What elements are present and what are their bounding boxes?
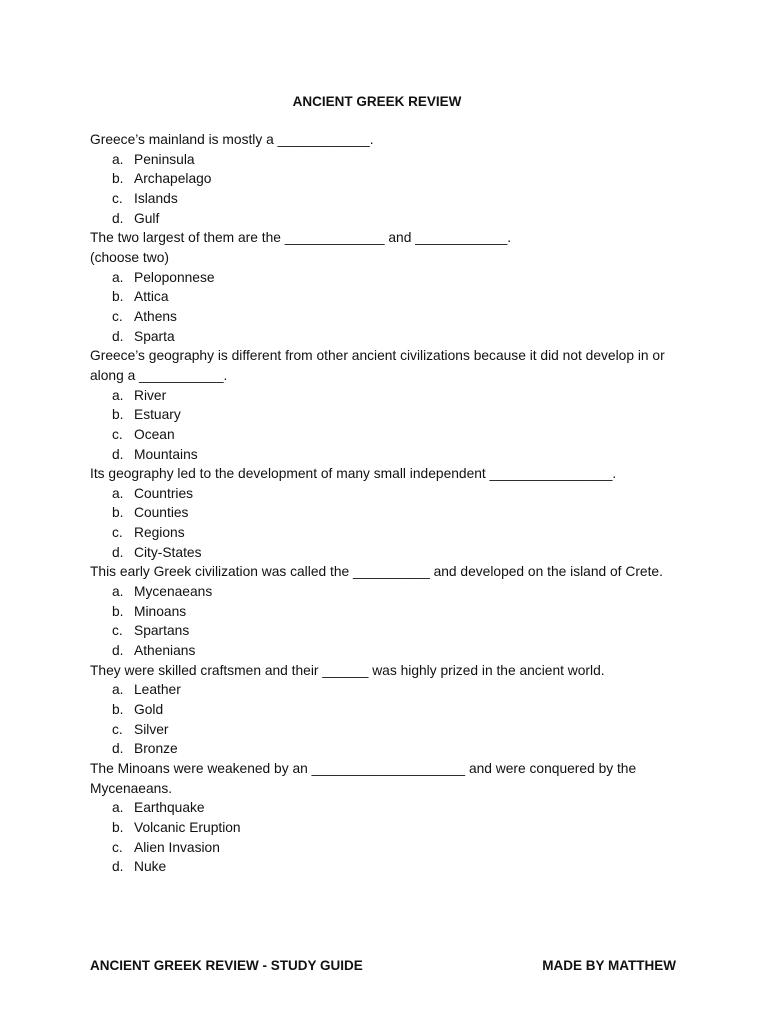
answer-option xyxy=(90,268,690,288)
answer-option xyxy=(90,739,690,759)
option-letter: d. xyxy=(112,643,124,659)
option-text: Sparta xyxy=(134,328,175,344)
question-block xyxy=(90,759,690,877)
footer-left-text: ANCIENT GREEK REVIEW - STUDY GUIDE xyxy=(90,958,363,973)
option-letter: c. xyxy=(112,525,123,541)
question-text: (choose two) xyxy=(90,249,169,265)
option-text: City-States xyxy=(134,544,202,560)
answer-option xyxy=(90,287,690,307)
answer-option xyxy=(90,838,690,858)
option-text: Bronze xyxy=(134,741,178,757)
question-text: This early Greek civilization was called the __________ and developed on the island of Crete. xyxy=(90,564,663,580)
answer-option xyxy=(90,484,690,504)
answer-option xyxy=(90,307,690,327)
option-letter: b. xyxy=(112,702,124,718)
answer-options xyxy=(90,484,690,563)
option-text: Alien Invasion xyxy=(134,839,220,855)
option-letter: a. xyxy=(112,387,124,403)
answer-option xyxy=(90,386,690,406)
option-text: Estuary xyxy=(134,407,181,423)
answer-options xyxy=(90,268,690,347)
answer-options xyxy=(90,680,690,759)
answer-option xyxy=(90,209,690,229)
answer-options xyxy=(90,386,690,465)
option-text: Counties xyxy=(134,505,189,521)
option-text: Islands xyxy=(134,190,178,206)
option-text: Nuke xyxy=(134,859,167,875)
document-title: ANCIENT GREEK REVIEW xyxy=(292,94,462,109)
question-block xyxy=(90,346,690,464)
option-letter: b. xyxy=(112,407,124,423)
answer-options xyxy=(90,582,690,661)
answer-option xyxy=(90,327,690,347)
answer-option xyxy=(90,818,690,838)
option-letter: a. xyxy=(112,584,124,600)
option-letter: b. xyxy=(112,603,124,619)
answer-option xyxy=(90,189,690,209)
option-text: Mountains xyxy=(134,446,198,462)
option-text: Leather xyxy=(134,682,181,698)
question-block xyxy=(90,464,690,562)
option-letter: b. xyxy=(112,505,124,521)
answer-option xyxy=(90,169,690,189)
answer-option xyxy=(90,602,690,622)
option-letter: d. xyxy=(112,446,124,462)
option-letter: d. xyxy=(112,859,124,875)
option-letter: a. xyxy=(112,269,124,285)
option-letter: c. xyxy=(112,190,123,206)
answer-option xyxy=(90,150,690,170)
option-letter: c. xyxy=(112,721,123,737)
answer-option xyxy=(90,798,690,818)
answer-option xyxy=(90,523,690,543)
option-letter: c. xyxy=(112,623,123,639)
answer-option xyxy=(90,425,690,445)
question-text: along a ___________. xyxy=(90,367,228,383)
option-text: Athens xyxy=(134,308,177,324)
option-letter: d. xyxy=(112,544,124,560)
answer-option xyxy=(90,621,690,641)
answer-option xyxy=(90,641,690,661)
option-text: Silver xyxy=(134,721,169,737)
option-text: Athenians xyxy=(134,643,196,659)
question-block xyxy=(90,562,690,660)
question-text: The two largest of them are the _____________ and ____________. xyxy=(90,230,512,246)
option-text: Gold xyxy=(134,702,164,718)
option-text: Ocean xyxy=(134,426,175,442)
option-text: Countries xyxy=(134,485,194,501)
answer-option xyxy=(90,700,690,720)
option-text: Attica xyxy=(134,289,169,305)
option-letter: a. xyxy=(112,800,124,816)
option-text: Gulf xyxy=(134,210,160,226)
question-block xyxy=(90,228,690,346)
option-text: Peloponnese xyxy=(134,269,215,285)
option-letter: a. xyxy=(112,151,124,167)
answer-options xyxy=(90,798,690,877)
question-text: Greece’s geography is different from other ancient civilizations because it did not develop in or xyxy=(90,348,665,364)
option-letter: b. xyxy=(112,819,124,835)
answer-option xyxy=(90,720,690,740)
question-text: The Minoans were weakened by an ____________________ and were conquered by the xyxy=(90,761,637,776)
question-block xyxy=(90,130,690,228)
option-letter: d. xyxy=(112,741,124,757)
option-text: Volcanic Eruption xyxy=(134,819,241,835)
option-text: Earthquake xyxy=(134,800,205,816)
question-text: Mycenaeans. xyxy=(90,780,173,796)
option-text: Regions xyxy=(134,525,185,541)
option-letter: b. xyxy=(112,171,124,187)
option-letter: b. xyxy=(112,289,124,305)
option-text: River xyxy=(134,387,167,403)
option-text: Mycenaeans xyxy=(134,584,213,600)
question-text: They were skilled craftsmen and their ______ was highly prized in the ancient world. xyxy=(90,662,605,678)
answer-option xyxy=(90,405,690,425)
option-letter: c. xyxy=(112,308,123,324)
option-letter: a. xyxy=(112,485,124,501)
question-text: Its geography led to the development of many small independent ________________. xyxy=(90,466,617,482)
question-list xyxy=(90,130,690,877)
answer-options xyxy=(90,150,690,229)
question-block xyxy=(90,661,690,759)
option-text: Archapelago xyxy=(134,171,212,187)
option-text: Minoans xyxy=(134,603,187,619)
question-text: Greece’s mainland is mostly a ____________. xyxy=(90,132,374,147)
answer-option xyxy=(90,503,690,523)
answer-option xyxy=(90,582,690,602)
option-letter: d. xyxy=(112,210,124,226)
option-letter: d. xyxy=(112,328,124,344)
option-text: Peninsula xyxy=(134,151,195,167)
answer-option xyxy=(90,857,690,877)
option-text: Spartans xyxy=(134,623,190,639)
option-letter: c. xyxy=(112,426,123,442)
answer-option xyxy=(90,543,690,563)
footer-right-text: MADE BY MATTHEW xyxy=(542,958,676,973)
option-letter: c. xyxy=(112,839,123,855)
answer-option xyxy=(90,445,690,465)
option-letter: a. xyxy=(112,682,124,698)
page-footer xyxy=(90,956,676,976)
answer-option xyxy=(90,680,690,700)
